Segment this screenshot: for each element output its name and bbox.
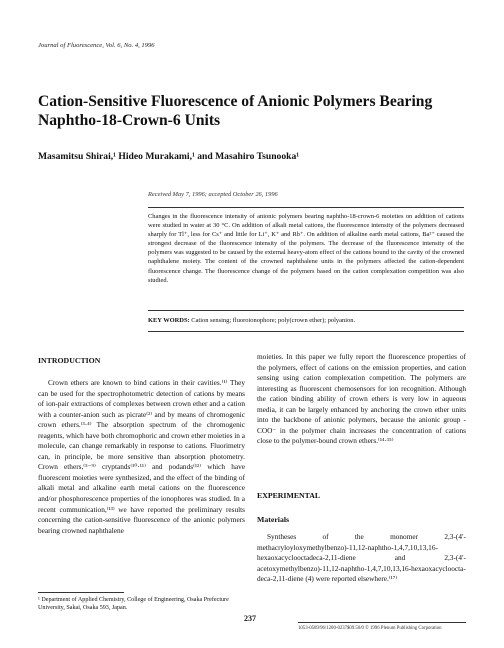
introduction-continued-paragraph: moieties. In this paper we fully report the fluorescence properties of the polymers, effect of cations on the emission properties, and cation sensing using cation complexation competition. The polymers are interesting as fluorescent chemosensors for ion recognition. Although the cation binding ability of crown ethers is very low in aqueous media, it can be largely enhanced by anchoring the crown ether units into the backbone of anionic polymers, because the anionic group -COO⁻ in the polymer chain increases the concentration of cations close to the polymer-bound crown ethers.⁽¹⁴·¹⁵⁾: [257, 352, 466, 446]
keywords-rule: [148, 331, 464, 332]
footnote-rule: [38, 592, 124, 593]
introduction-heading: INTRODUCTION: [38, 356, 101, 365]
page-number: 237: [244, 614, 256, 623]
received-dates: Received May 7, 1996; accepted October 26, 1996: [148, 191, 278, 198]
journal-header: Journal of Fluorescence, Vol. 6, No. 4, 1996: [38, 42, 155, 49]
footnote: ¹ Department of Applied Chemistry, College of Engineering, Osaka Prefecture University, Sakai, Osaka 593, Japan.: [38, 597, 229, 612]
introduction-continued: [257, 352, 466, 447]
keywords-label: KEY WORDS:: [148, 317, 190, 324]
introduction-paragraph: Crown ethers are known to bind cations in their cavities.⁽¹⁾ They can be used for the spectrophotometric detection of cations by means of ion-pair extractions of complexes between crown ether and a cation with a counter-anion such as picrate⁽²⁾ and by means of chromogenic crown ethers.⁽³·⁴⁾ The absorption spectrum of the chromogenic reagents, which have both chromophoric and crown ether moieties in a molecule, can change remarkably in response to cations. Fluorimetry can, in principle, be more sensitive than absorption photometry. Crown ethers,⁽⁵⁻⁹⁾ cryptands⁽¹⁰·¹¹⁾ and podands⁽¹²⁾ which have fluorescent moieties were synthesized, and the effect of the binding of alkali metal and alkaline earth metal cations on the fluorescence and/or phosphorescence properties of the ionophores was studied. In a recent communication,⁽¹³⁾ we have reported the preliminary results concerning the cation-sensitive fluorescence of the anionic polymers bearing crowned naphthalene: [38, 378, 245, 535]
abstract: Changes in the fluorescence intensity of anionic polymers bearing naphtho-18-crown-6 moieties on addition of cations were studied in water at 30 °C. On addition of alkali metal cations, the fluorescence intensity of the polymers decreased sharply for Tl⁺, less for Cs⁺ and little for Li⁺, K⁺ and Rb⁺. On addition of alkaline earth metal cations, Ba²⁺ caused the strongest decrease of the fluorescence intensity of the polymers. The decrease of the fluorescence intensity of the polymers was suggested to be caused by the external heavy-atom effect of the cations bound to the cavity of the crowned naphthalene moiety. The content of the crowned naphthalene units in the polymers affected the cation-dependent fluorescence change. The fluorescence change of the polymers based on the cation complexation competition was also studied.: [148, 213, 464, 284]
abstract-top-rule: [148, 207, 464, 208]
materials-heading: Materials: [257, 515, 290, 524]
abstract-bottom-rule: [148, 310, 464, 311]
article-title: Cation-Sensitive Fluorescence of Anionic Polymers Bearing Naphtho-18-Crown-6 Units: [38, 93, 433, 129]
introduction-body: [38, 378, 245, 536]
experimental-heading: EXPERIMENTAL: [257, 491, 321, 500]
keywords-list: Cation sensing; fluoroionophore; poly(crown ether); polyanion.: [191, 317, 356, 324]
materials-body: [257, 532, 466, 585]
copyright-line: 1053-0509/96/1200-0237$09.50/0 © 1996 Plenum Publishing Corporation: [298, 626, 442, 631]
materials-paragraph: Syntheses of the monomer 2,3-(4′-methacryloyloxymethylbenzo)-11,12-naphtho-1,4,7,10,13,16-hexaoxacyclooctadeca-2,11-diene and 2,3-(4′-acetoxymethylbenzo)-11,12-naphtho-1,4,7,10,13,16-hexaoxacycloocta-deca-2,11-diene (4) were reported elsewhere.⁽¹⁷⁾: [257, 532, 466, 584]
copyright-rule: [298, 622, 466, 623]
keywords: [148, 317, 464, 324]
authors: Masamitsu Shirai,¹ Hideo Murakami,¹ and Masahiro Tsunooka¹: [38, 151, 300, 162]
